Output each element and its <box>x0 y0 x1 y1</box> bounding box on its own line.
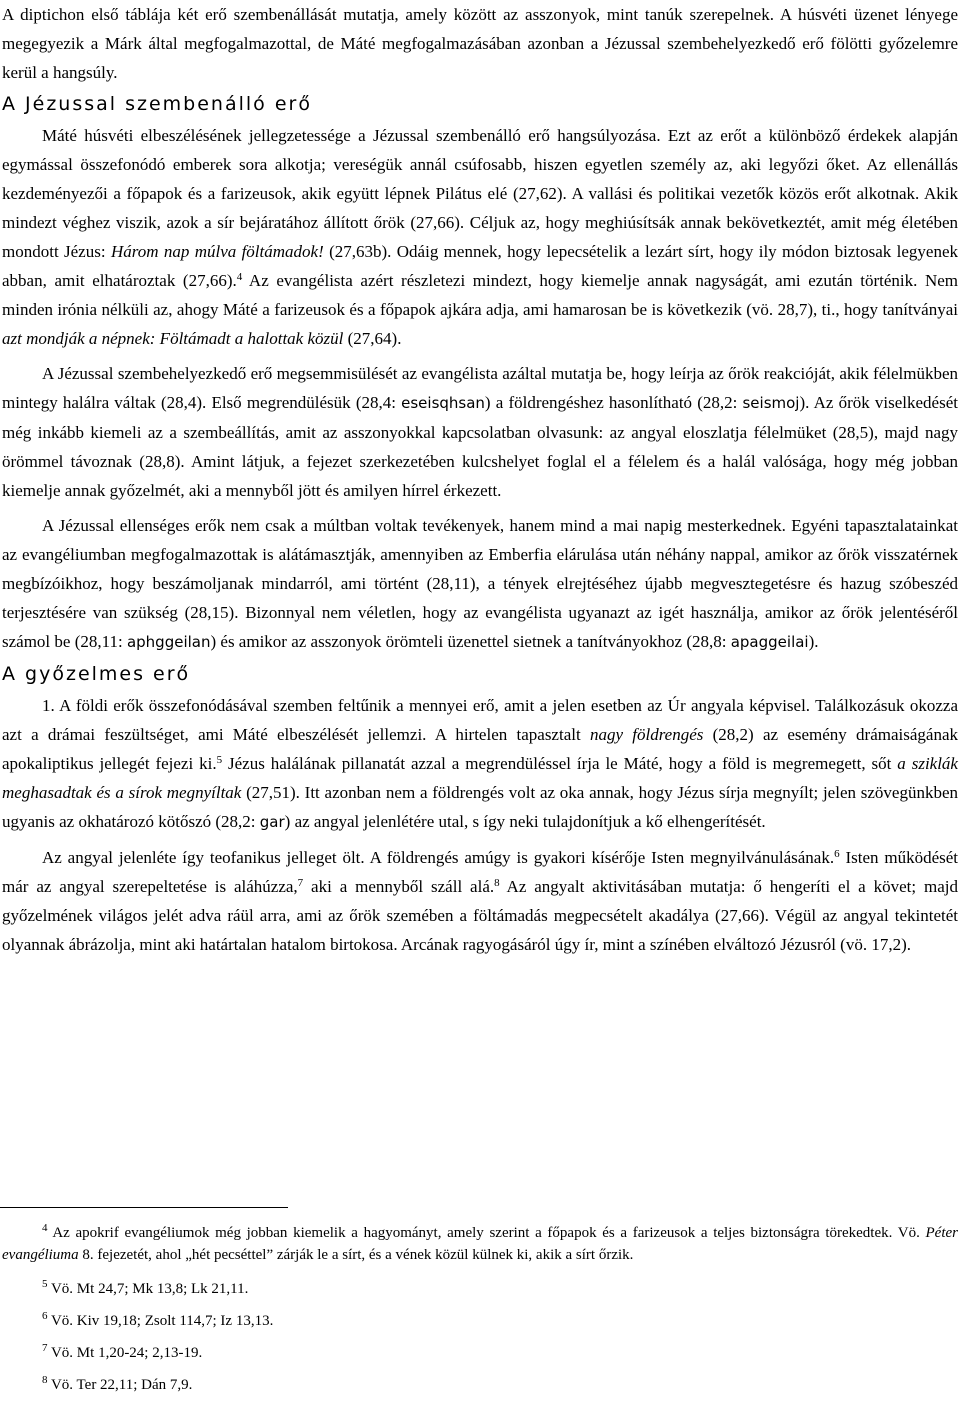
footnote-6: $^6$ Vö. Kiv 19,18; Zsolt 114,7; Iz 13,13. <box>42 1310 274 1329</box>
footnote-5: $^5$ Vö. Mt 24,7; Mk 13,8; Lk 21,11. <box>42 1278 249 1297</box>
footnote-8: $^8$ Vö. Ter 22,11; Dán 7,9. <box>42 1374 193 1393</box>
paragraph-victorious-power-1: 1. A földi erők összefonódásával szemben feltűnik a mennyei erő, amit a jelen esetben az Úr angyala képvisel. Találkozásuk okozza azt a drámai feszültséget, ami Máté elbeszélését jellemzi. A hirtelen tapasztalt nagy földrengés (28,2) az esemény drámaiságának apokaliptikus jellegét fejezi ki.$^5$ Jézus halálának pillanatát azzal a megrendüléssel írja le Máté, hogy a föld is megremegett, sőt a sziklák meghasadtak és a sírok megnyíltak (27,51). Itt azonban nem a földrengés volt az oka annak, hogy Jézus sírja megnyílt; jelen szövegünkben ugyanis az okhatározó kötőszó (28,2: gar) az angyal jelenlétére utal, s így neki tulajdonítjuk a kő elhengerítését. <box>2 696 958 831</box>
greek-word: seismoj <box>742 394 800 412</box>
greek-word: eseisqhsan <box>401 394 485 412</box>
footnote-divider <box>0 1207 288 1208</box>
paragraph-opposing-power-3: A Jézussal ellenséges erők nem csak a múltban voltak tevékenyek, hanem mind a mai napig mesterkednek. Egyéni tapasztalatainkat az evangéliumban megfogalmazottak is alátámasztják, amennyiben az Emberfia elárulása után néhány nappal, amikor az őrök visszatérnek megbízóikhoz, hogy beszámoljanak mindarról, ami történt (28,11), a tények elrejtéséhez újabb megvesztegetésre és hazug szóbeszéd terjesztésére van szükség (28,15). Bizonnyal nem véletlen, hogy az evangélista ugyanazt az igét használja, amikor az őrök jelentéséről számol be (28,11: aphggeilan) és amikor az asszonyok örömteli üzenettel sietnek a tanítványokhoz (28,8: apaggeilai). <box>2 516 958 651</box>
italic-phrase: a sziklák meghasadtak és a sírok megnyíltak <box>2 754 958 802</box>
footnote-4: $^4$ Az apokrif evangéliumok még jobban kiemelik a hagyományt, amely szerint a főpapok és a farizeusok a teljes biztonságra törekedtek. Vö. Péter evangéliuma 8. fejezetét, ahol „hét pecséttel” zárják le a sírt, és a vének közül külnek ki, akik a sírt őrzik. <box>2 1222 958 1263</box>
footnote-ref-4[interactable]: 4 <box>236 271 243 283</box>
opening-paragraph: A diptichon első táblája két erő szembenállását mutatja, amely között az asszonyok, mint tanúk szerepelnek. A húsvéti üzenet lényege megegyezik a Márk által megfogalmazottal, de Máté megfogalmazásában azonban a Jézussal szembehelyezkedő erő fölötti győzelemre kerül a hangsúly. <box>2 5 958 82</box>
small-caps-word: Úr <box>667 696 686 715</box>
greek-word: apaggeilai <box>730 633 809 651</box>
footnote-ref-8[interactable]: 8 <box>494 877 500 889</box>
footnote-number: 5 <box>42 1278 48 1290</box>
footnote-number: 8 <box>42 1374 48 1386</box>
section-heading-opposing-power: A Jézussal szembenálló erő <box>2 93 312 115</box>
quote-three-days: Három nap múlva föltámadok! <box>110 242 324 261</box>
footnote-ref-7[interactable]: 7 <box>297 877 304 889</box>
footnote-number: 4 <box>42 1222 48 1234</box>
footnote-7: $^7$ Vö. Mt 1,20-24; 2,13-19. <box>42 1342 203 1361</box>
paragraph-victorious-power-2: Az angyal jelenléte így teofanikus jelleget ölt. A földrengés amúgy is gyakori kísérője Isten megnyilvánulásának.$^6$ Isten működését már az angyal szerepeltetése is aláhúzza,$^7$ aki a mennyből száll alá.$^8$ Az angyalt aktivitásában mutatja: ő hengeríti el a követ; majd győzelmének világos jelét adva ráül arra, ami az őrök szemében a föltámadás megpecsételt akadálya (27,66). Végül az angyal tekintetét olyannak ábrázolja, mint aki határtalan hatalom birtokosa. Arcának ragyogásáról úgy ír, mint a színében elváltozó Jézusról (vö. 17,2). <box>2 848 958 954</box>
footnote-number: 6 <box>42 1310 48 1322</box>
section-heading-victorious-power: A győzelmes erő <box>2 663 191 685</box>
quote-risen-from-dead: azt mondják a népnek: Föltámadt a halottak közül <box>2 329 344 348</box>
footnote-ref-5[interactable]: 5 <box>216 754 223 766</box>
italic-title: Péter evangéliuma <box>2 1225 958 1263</box>
footnotes <box>2 1222 958 1406</box>
footnote-ref-6[interactable]: 6 <box>834 848 840 860</box>
greek-word: aphggeilan <box>126 633 211 651</box>
greek-word: gar <box>259 813 285 831</box>
paragraph-opposing-power-1: Máté húsvéti elbeszélésének jellegzetessége a Jézussal szembenálló erő hangsúlyozása. Ezt az erőt a különböző érdekek alapján egymással összefonódó emberek sora alkotja; vereségük annál csúfosabb, hiszen egyetlen személy az, aki legyőzi őket. Az ellenállás kezdeményezői a főpapok és a farizeusok, akik együtt lépnek Pilátus elé (27,62). A vallási és politikai vezetők közös erőt alkotnak. Akik mindezt véghez viszik, azok a sír bejáratához állított őrök (27,66). Céljuk az, hogy meghiúsítsák annak bekövetkeztét, amit még életében mondott Jézus: Három nap múlva föltámadok! (27,63b). Odáig mennek, hogy lepecsételik a lezárt sírt, hogy ily módon biztosak legyenek abban, amit elhatároztak (27,66).$^4$ Az evangélista azért részletezi mindezt, hogy kiemelje annak nagyságát, ami ezután történik. Nem minden irónia nélküli az, ahogy Máté a farizeusok és a főpapok ajkára adja, ami hamarosan be is következik (vö. 28,7), ti., hogy tanítványai azt mondják a népnek: Föltámadt a halottak közül (27,64). <box>2 126 958 348</box>
footnote-number: 7 <box>42 1342 48 1354</box>
italic-phrase: nagy földrengés <box>589 725 704 744</box>
paragraph-opposing-power-2: A Jézussal szembehelyezkedő erő megsemmisülését az evangélista azáltal mutatja be, hogy leírja az őrök reakcióját, akik félelmükben mintegy halálra váltak (28,4). Első megrendülésük (28,4: eseisqhsan) a földrengéshez hasonlítható (28,2: seismoj). Az őrök viselkedését még inkább kiemeli az a szembeállítás, amit az asszonyokkal kapcsolatban olvasunk: az angyal eloszlatja félelmüket (28,5), majd nagy örömmel távoznak (28,8). Amint látjuk, a fejezet szerkezetében kulcshelyet foglal el a félelem és a halál valósága, hogy még jobban kiemelje annak győzelmét, aki a mennyből jött és amilyen hírrel érkezett. <box>2 364 958 500</box>
